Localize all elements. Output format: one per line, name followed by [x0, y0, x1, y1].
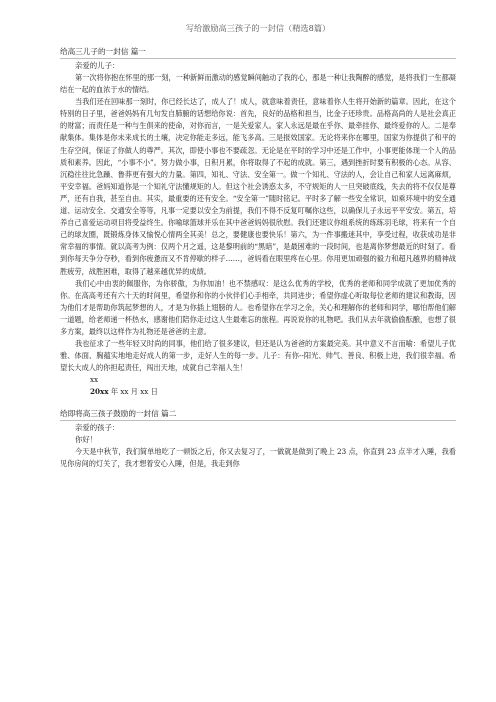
section-gap	[60, 398, 456, 408]
signature-date-year: 20xx	[90, 387, 109, 397]
signature-date	[90, 386, 456, 398]
section-heading-1: 给高三儿子的一封信 篇一	[60, 47, 146, 56]
letter-paragraph: 当我们还在回味那一刻时，你已经长达了，成人了！成人，就意味着责任，意味着你人生将开始新的篇章。因此，在这个特别的日子里，爸爸妈妈有几句发自肺腑的话想给你说：首先，良好的品格和担当，比金子还珍贵。品格高尚的人是社会真正的财富；而责任是一种与生俱来的使命，对你而言，一是关爱家人。家人永远是最在乎你、最牵挂你、最终爱你的人。二是奉献集体。集体是你未来成长的土壤，决定你能走多远，能飞多高。三是报效国家。无论将来你在哪里，国家为你提供了和平的生存空间，保证了你做人的尊严。其次，即使小事也不要疏忽。无论是在平时的学习中还是工作中，小事更能体现一个人的品质和素养。因此，“小事不小”。努力做小事，日积月累，你将取得了不起的成就。第三，遇到挫折时要有积极的心态。从容、沉稳往往比急躁、鲁莽更有强大的力量。第四，知礼、守法、安全第一。做一个知礼、守法的人，会让自己和家人远离麻烦，平安幸福。爸妈知道你是一个知礼守法懂规矩的人。但这个社会诱惑太多，不守规矩的人一旦突破底线，失去的将不仅仅是尊严，还有自我，甚至自由。其实，最重要的还有安全。“安全第一”随时铭记。平时多了解一些安全常识，如乘环境中的安全通道、运动安全、交通安全等等，凡事一定要以安全为前提，我们不得不反复叮嘱你这些，以确保儿子永远平平安安。第五，培养自己喜爱运动项目将受益终生。你喻球篮球并乐在其中爸爸妈妈很欣慰。我们还建议你组系统的练练羽毛球，将来有一个自己的球友圈，既锻炼身体又愉悦心情两全其美！总之，要健康也要快乐！第六，为一件事搬迷其中，享受过程，收获成功是非常幸福的事情。就以高考为例：仅两个月之遥，这是黎明前的“黑暗”，是最困难的一段时间，也是离你梦想最近的时刻了。看到你每天争分夺秒，看到你疲惫而又不肯停歇的样子……，爸妈看在眼里疼在心里。你用更加顽强的毅力和超凡越界的精神战胜疲劳，战胜困难，取得了越来越优异的成绩。	[60, 97, 456, 276]
letter-paragraph: 今天是中秋节，我们简单地吃了一顿饭之后，你又去复习了，一做就是做到了晚上 23 点，你直到 23 点半才入睡，我看见你房间的灯关了，我才想着安心入睡，但是，我走到你	[60, 447, 456, 469]
letter-paragraph: 第一次将你抱在怀里的那一刻，一种新鲜而激动的感觉瞬间触动了我的心，那是一种让我陶醉的感觉，是将我们一生都凝结在一起的血浓于水的情结。	[60, 73, 456, 95]
section-heading-2: 给即将高三孩子鼓励的一封信 篇二	[60, 409, 177, 419]
document-title: 写给激励高三孩子的一封信（精选8篇）	[185, 23, 331, 33]
section-divider-1	[60, 58, 456, 59]
letter-salutation-1: 亲爱的儿子：	[75, 61, 120, 70]
signature-name: xx	[90, 375, 99, 385]
section-divider-2	[60, 420, 456, 421]
letter-salutation-2: 亲爱的孩子：	[75, 423, 120, 433]
signature-date-rest: 年 xx 月 xx 日	[108, 387, 158, 397]
letter-paragraph: 我也征求了一些年轻又时尚的同事，他们给了很多建议，但还是认为爸爸的方案最完美。其中意义不言而喻：希望儿子优雅、体面、胸蕴实地地走好成人的第一步，走好人生的每一步。儿子：有你--阳光、帅气、善良、积极上进，我们很幸福。希望长大成人的你担起责任，闯出天地，成就自己幸福人生！	[60, 339, 456, 373]
letter-greeting: 你好！	[75, 435, 98, 445]
letter-paragraph: 我们心中由衷的佩服你，为你骄傲，为你加油！也不禁感叹：是这么优秀的学校，优秀的老师和同学成就了更加优秀的你。在高高考还有六十天的时间里，希望你和你的小伙伴们心手相牵，共同进步；希望你虚心听取每位老师的建议和教诲，因为他们才是帮助你筑起梦想的人，才是为你插上翅膀的人。也希望你在学习之余，关心和理解你的老师和同学，哪怕帮他们解一道题，给老师递一杯热水，感谢他们陪你走过这人生最难忘的旅程。再说说你的礼物吧。我们从去年就偷偷酝酿，也想了很多方案，最终以这样作为礼物还是爸爸的主意。	[60, 278, 456, 336]
